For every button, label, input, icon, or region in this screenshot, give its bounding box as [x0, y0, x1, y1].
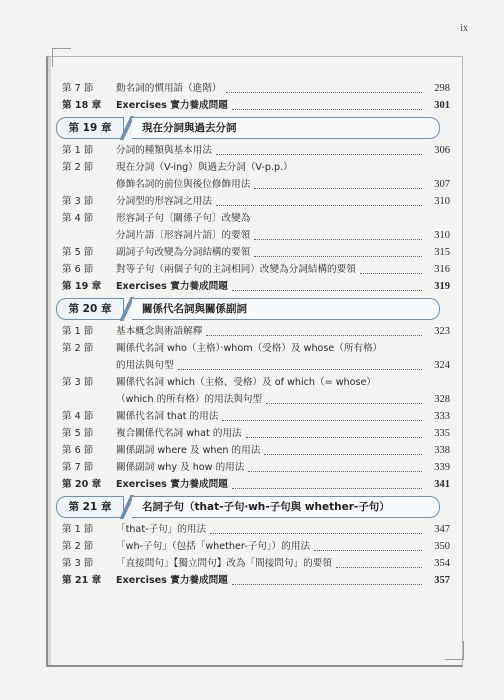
toc-entry[interactable] [62, 323, 450, 340]
entry-title: 「wh-子句」（包括「whether-子句」）的用法 [116, 541, 311, 552]
section-label: 第 5 節 [62, 428, 94, 439]
entry-title: 複合關係代名詞 what 的用法 [116, 428, 242, 439]
section-label: 第 5 節 [62, 247, 94, 258]
entry-title: 分詞的種類與基本用法 [116, 145, 212, 156]
toc-entry[interactable] [62, 80, 450, 97]
chapter-header[interactable] [56, 298, 440, 320]
toc-exercise-entry[interactable] [62, 278, 450, 295]
dot-leader [222, 420, 422, 421]
entry-title: 「that-子句」的用法 [116, 524, 207, 535]
dot-leader [248, 471, 422, 472]
dot-leader [266, 403, 422, 404]
section-label: 第 2 節 [62, 541, 94, 552]
section-label: 第 6 節 [62, 445, 94, 456]
dot-leader [254, 188, 422, 189]
toc-content [62, 80, 450, 589]
toc-entry-continuation[interactable] [62, 176, 450, 193]
entry-title: （which 的所有格）的用法與句型 [116, 394, 263, 405]
chapter-number: 第 20 章 [56, 298, 124, 320]
entry-title: 動名詞的慣用語（進階） [116, 83, 222, 94]
section-label: 第 2 節 [62, 162, 94, 173]
section-label: 第 3 節 [62, 196, 94, 207]
entry-page-number: 333 [434, 411, 450, 422]
entry-page-number: 354 [434, 558, 450, 569]
entry-page-number: 307 [434, 179, 450, 190]
entry-page-number: 301 [434, 100, 450, 111]
entry-page-number: 339 [434, 462, 450, 473]
section-label: 第 7 節 [62, 462, 94, 473]
entry-page-number: 324 [434, 360, 450, 371]
dot-leader [226, 92, 422, 93]
toc-entry[interactable] [62, 261, 450, 278]
entry-title: Exercises 實力養成問題 [116, 479, 228, 490]
page-number: ix [460, 23, 468, 34]
entry-page-number: 310 [434, 230, 450, 241]
dot-leader [210, 533, 422, 534]
toc-entry[interactable] [62, 538, 450, 555]
section-label: 第 20 章 [62, 479, 102, 490]
dot-leader [264, 454, 422, 455]
chapter-number: 第 21 章 [56, 496, 124, 518]
entry-page-number: 335 [434, 428, 450, 439]
toc-exercise-entry[interactable] [62, 97, 450, 114]
entry-title: 「直接問句」【獨立問句】改為「間接問句」的要領 [116, 558, 332, 569]
section-label: 第 4 節 [62, 213, 94, 224]
dot-leader [254, 256, 422, 257]
toc-exercise-entry[interactable] [62, 476, 450, 493]
entry-page-number: 319 [434, 281, 450, 292]
section-label: 第 3 節 [62, 377, 94, 388]
entry-page-number: 338 [434, 445, 450, 456]
section-label: 第 3 節 [62, 558, 94, 569]
entry-page-number: 323 [434, 326, 450, 337]
dot-leader [360, 273, 422, 274]
entry-title: 關係代名詞 that 的用法 [116, 411, 219, 422]
dot-leader [216, 154, 422, 155]
entry-title: 分詞片語〔形容詞片語〕的要領 [116, 230, 251, 241]
dot-leader [314, 550, 422, 551]
section-label: 第 6 節 [62, 264, 94, 275]
toc-entry[interactable] [62, 159, 450, 176]
entry-page-number: 341 [434, 479, 450, 490]
entry-title: 形容詞子句〔關係子句〕改變為 [116, 213, 251, 224]
toc-entry[interactable] [62, 142, 450, 159]
chapter-header[interactable] [56, 496, 440, 518]
entry-title: 關係代名詞 who（主格）‧whom（受格）及 whose（所有格） [116, 343, 383, 354]
frame-corner-bottom-right [445, 641, 464, 660]
section-label: 第 4 節 [62, 411, 94, 422]
entry-title: 副詞子句改變為分詞結構的要領 [116, 247, 251, 258]
section-label: 第 1 節 [62, 524, 94, 535]
dot-leader [232, 109, 422, 110]
toc-entry[interactable] [62, 374, 450, 391]
toc-entry-continuation[interactable] [62, 391, 450, 408]
entry-title: 的用法與句型 [116, 360, 174, 371]
toc-entry[interactable] [62, 340, 450, 357]
entry-page-number: 306 [434, 145, 450, 156]
dot-leader [206, 335, 422, 336]
chapter-title: 名詞子句（that-子句‧wh-子句與 whether-子句） [132, 496, 440, 518]
entry-title: 分詞型的形容詞之用法 [116, 196, 212, 207]
entry-page-number: 357 [434, 575, 450, 586]
entry-title: 對等子句（兩個子句的主詞相同）改變為分詞結構的要領 [116, 264, 356, 275]
entry-page-number: 315 [434, 247, 450, 258]
section-label: 第 21 章 [62, 575, 102, 586]
section-label: 第 2 節 [62, 343, 94, 354]
entry-page-number: 350 [434, 541, 450, 552]
dot-leader [254, 239, 422, 240]
entry-title: 關係副詞 where 及 when 的用法 [116, 445, 261, 456]
toc-entry[interactable] [62, 425, 450, 442]
section-label: 第 1 節 [62, 326, 94, 337]
entry-page-number: 347 [434, 524, 450, 535]
toc-entry[interactable] [62, 555, 450, 572]
entry-title: Exercises 實力養成問題 [116, 575, 228, 586]
toc-entry[interactable] [62, 521, 450, 538]
toc-exercise-entry[interactable] [62, 572, 450, 589]
dot-leader [336, 567, 422, 568]
entry-title: 關係代名詞 which（主格、受格）及 of which（= whose） [116, 377, 376, 388]
chapter-header[interactable] [56, 117, 440, 139]
dot-leader [216, 205, 422, 206]
entry-page-number: 328 [434, 394, 450, 405]
toc-entry[interactable] [62, 193, 450, 210]
entry-title: 關係副詞 why 及 how 的用法 [116, 462, 245, 473]
entry-title: 基本概念與術語解釋 [116, 326, 203, 337]
section-label: 第 1 節 [62, 145, 94, 156]
toc-entry[interactable] [62, 210, 450, 227]
dot-leader [232, 584, 422, 585]
entry-page-number: 310 [434, 196, 450, 207]
section-label: 第 18 章 [62, 100, 102, 111]
entry-title: Exercises 實力養成問題 [116, 281, 228, 292]
entry-title: 現在分詞（V-ing）與過去分詞（V-p.p.） [116, 162, 293, 173]
entry-page-number: 316 [434, 264, 450, 275]
dot-leader [178, 369, 422, 370]
chapter-number: 第 19 章 [56, 117, 124, 139]
dot-leader [232, 488, 422, 489]
toc-entry-continuation[interactable] [62, 227, 450, 244]
dot-leader [232, 290, 422, 291]
chapter-title: 現在分詞與過去分詞 [132, 117, 440, 139]
toc-entry-continuation[interactable] [62, 357, 450, 374]
section-label: 第 7 節 [62, 83, 94, 94]
entry-title: Exercises 實力養成問題 [116, 100, 228, 111]
toc-entry[interactable] [62, 442, 450, 459]
toc-entry[interactable] [62, 408, 450, 425]
entry-title: 修飾名詞的前位與後位修飾用法 [116, 179, 251, 190]
toc-entry[interactable] [62, 459, 450, 476]
section-label: 第 19 章 [62, 281, 102, 292]
entry-page-number: 298 [434, 83, 450, 94]
toc-entry[interactable] [62, 244, 450, 261]
dot-leader [246, 437, 422, 438]
chapter-title: 關係代名詞與關係副詞 [132, 298, 440, 320]
